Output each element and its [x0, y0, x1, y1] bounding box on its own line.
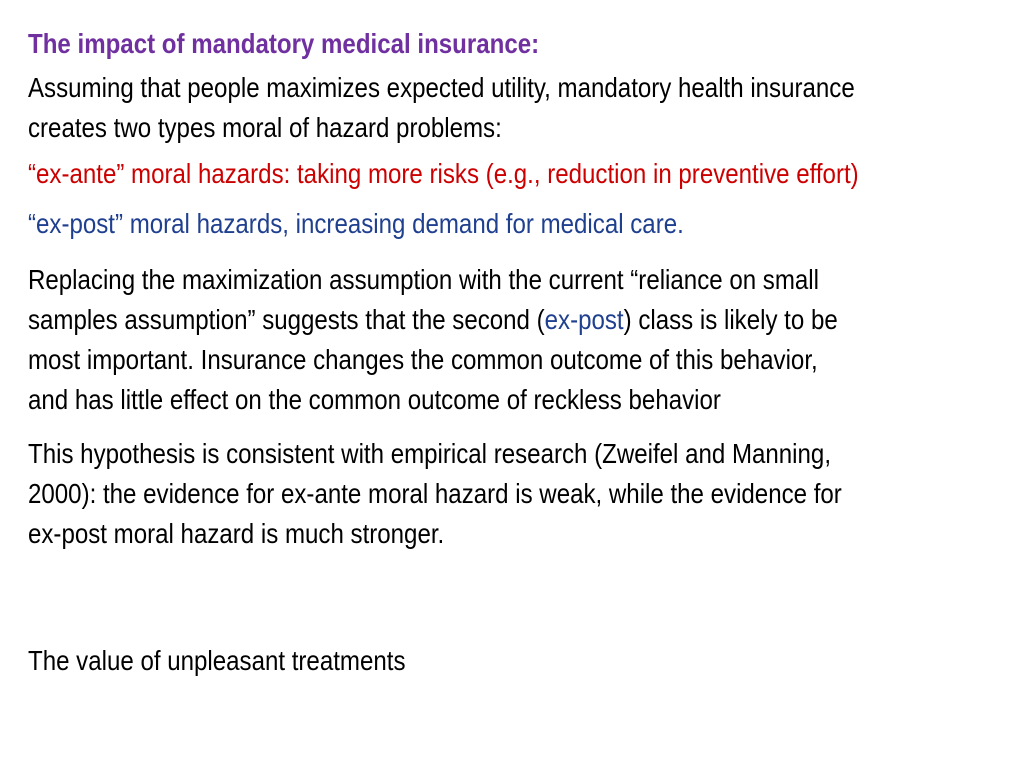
slide-title: The impact of mandatory medical insurance: — [28, 28, 540, 59]
intro-line-1: Assuming that people maximizes expected utility, mandatory health insurance — [28, 72, 855, 103]
slide-content — [28, 24, 1008, 681]
intro-paragraph — [28, 68, 1008, 148]
ex-post-point: “ex-post” moral hazards, increasing demand for medical care. — [28, 208, 684, 239]
ex-post-highlight: ex-post — [544, 304, 624, 335]
replacing-line-4: and has little effect on the common outcome of reckless behavior — [28, 384, 721, 415]
hypothesis-paragraph — [28, 434, 1008, 554]
closing-heading: The value of unpleasant treatments — [28, 645, 406, 676]
hypothesis-line-3: ex-post moral hazard is much stronger. — [28, 518, 445, 549]
ex-ante-point: “ex-ante” moral hazards: taking more risks (e.g., reduction in preventive effort) — [28, 158, 859, 189]
replacing-line-2-after: ) class is likely to be — [623, 304, 838, 335]
hypothesis-line-1: This hypothesis is consistent with empirical research (Zweifel and Manning, — [28, 438, 832, 469]
replacing-line-3: most important. Insurance changes the common outcome of this behavior, — [28, 344, 818, 375]
intro-line-2: creates two types moral of hazard problems: — [28, 112, 502, 143]
replacing-line-2 — [28, 300, 1008, 340]
replacing-line-2-before: samples assumption” suggests that the second ( — [28, 304, 545, 335]
hypothesis-line-2: 2000): the evidence for ex-ante moral hazard is weak, while the evidence for — [28, 478, 842, 509]
replacing-paragraph — [28, 260, 1008, 420]
replacing-line-1: Replacing the maximization assumption with the current “reliance on small — [28, 264, 819, 295]
